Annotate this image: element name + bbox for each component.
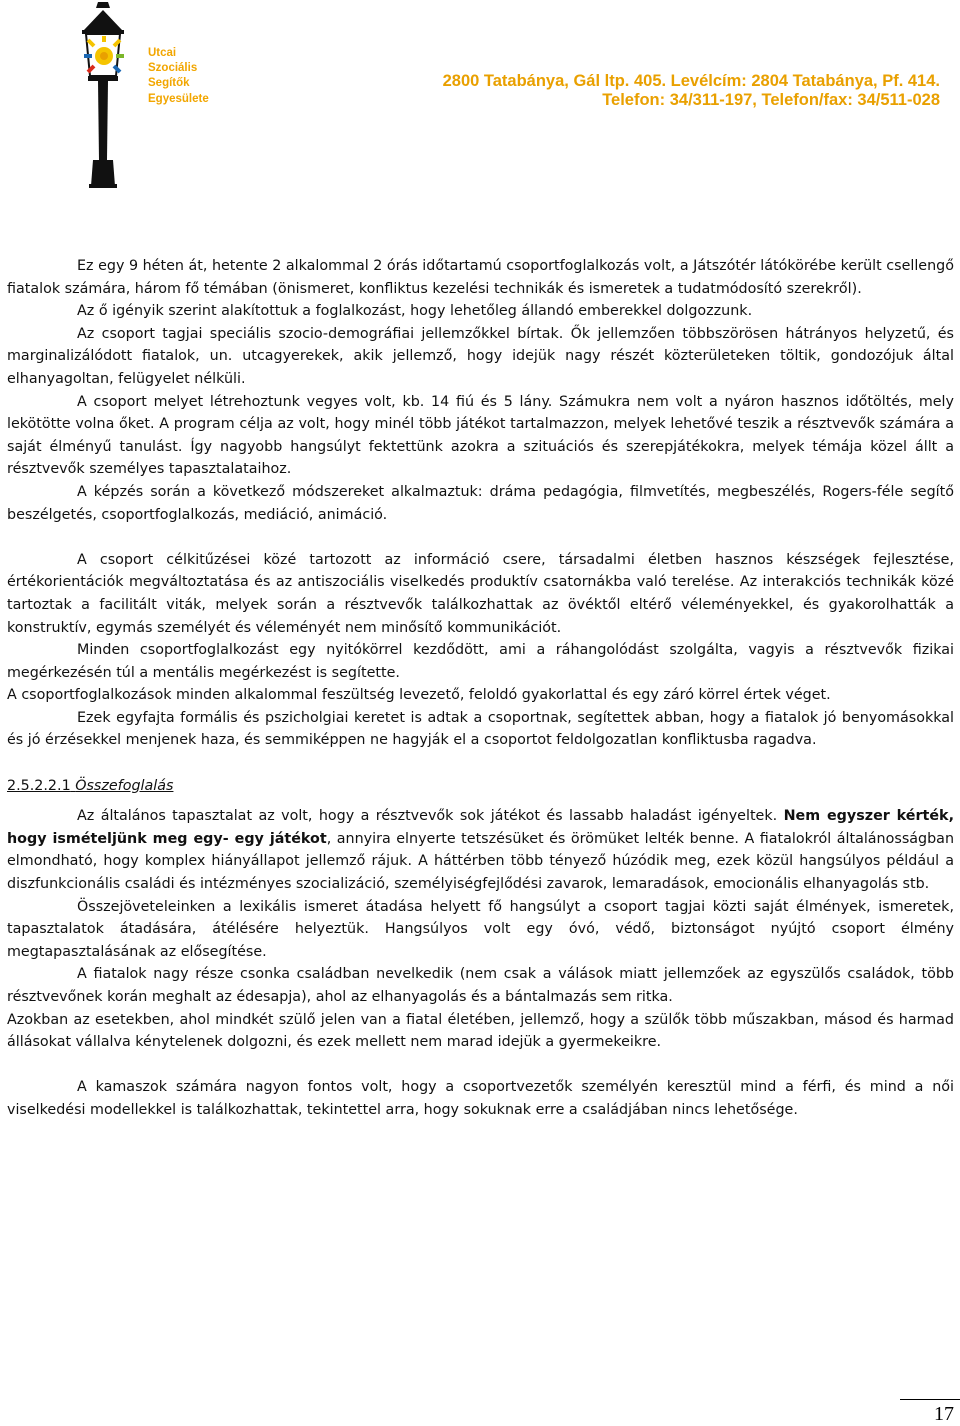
organization-name	[148, 46, 228, 107]
paragraph: Minden csoportfoglalkozást egy nyitókörrel kezdődött, ami a ráhangolódást szolgálta, vagyis a résztvevők fizikai megérkezésén túl a mentális megérkezést is segítette.	[7, 642, 954, 681]
document-body	[7, 255, 954, 1122]
letterhead	[0, 0, 960, 190]
footer-rule	[900, 1399, 960, 1400]
org-name-line: Segítők	[148, 77, 190, 90]
paragraph: Összejöveteleinken a lexikális ismeret átadása helyett fő hangsúlyt a csoport tagjai közti saját élmények, ismeretek, tapasztalatok átadására, átélésére helyeztük. Hangsúlyos volt egy óvó, védő, biztonságot nyújtó csoport élmény megtapasztalásának az elősegítése.	[7, 898, 954, 960]
paragraph: A kamaszok számára nagyon fontos volt, hogy a csoportvezetők személyén keresztül mind a férfi, és mind a női viselkedési modellekkel is találkozhattak, tekintettel arra, hogy sokuknak erre a családjában nincs lehetősége.	[7, 1079, 954, 1118]
paragraph-text: Az általános tapasztalat az volt, hogy a résztvevők sok játékot és lassabb haladást igényeltek.	[77, 808, 778, 825]
paragraph: Az ő igényik szerint alakítottuk a foglalkozást, hogy lehetőleg állandó emberekkel dolgozzunk.	[77, 303, 753, 320]
paragraph: Azokban az esetekben, ahol mindkét szülő jelen van a fiatal életében, jellemző, hogy a szülők több műszakban, másod és harmad állásokat vállalva kénytelenek dolgozni, és ezek mellett nem marad idejük a gyermekeikre.	[7, 1011, 954, 1051]
paragraph: Az csoport tagjai speciális szocio-demográfiai jellemzőkkel bírtak. Ők jellemzően többszörösen hátrányos helyzetű, és marginalizálódott fiatalok, un. utcagyerekek, akik jellemző, hogy idejük nagy részét közterületeken töltik, gondozójuk által elhanyagoltan, felügyelet nélküli.	[7, 325, 954, 387]
page-number: 17	[934, 1403, 954, 1425]
section-title: Összefoglalás	[75, 777, 174, 794]
paragraph: A csoport melyet létrehoztunk vegyes volt, kb. 14 fiú és 5 lány. Számukra nem volt a nyáron hasznos időtöltés, mely lekötötte volna őket. A program célja az volt, hogy minél több játékot tartalmazzon, melyek lehetővé teszik a résztvevők számára a saját élményű tanulást. Így nagyobb hangsúlyt fektettünk azokra a szituációs és szerepjátékokra, melyek témája közel állt a résztvevők személyes tapasztalataihoz.	[7, 393, 954, 478]
address-line: 2800 Tatabánya, Gál ltp. 405. Levélcím: 2804 Tatabánya, Pf. 414.	[442, 72, 940, 90]
contact-info	[443, 72, 940, 110]
org-name-line: Szociális	[148, 62, 198, 75]
paragraph: A képzés során a következő módszereket alkalmaztuk: dráma pedagógia, filmvetítés, megbeszélés, Rogers-féle segítő beszélgetés, csoportfoglalkozás, mediáció, animáció.	[7, 483, 954, 523]
org-name-line: Egyesülete	[148, 92, 209, 105]
paragraph: A csoport célkitűzései közé tartozott az információ csere, társadalmi életben hasznos készségek fejlesztése, értékorientációk megváltoztatása és az antiszociális viselkedés produktív csatornákba való terelése. Az interakciós technikák közé tartoztak a facilitált viták, melyek során a résztvevők találkozhattak az övéktől eltérő véleményekkel, és gyakorolhatták a konstruktív, egymás személyét és véleményét nem minősítő kommunikációt.	[7, 551, 954, 636]
bold-emphasis: Nem egyszer kérték, hogy ismételjünk meg egy- egy játékot	[7, 808, 954, 847]
paragraph: A csoportfoglalkozások minden alkalommal feszültség levezető, feloldó gyakorlattal és egy záró körrel értek véget.	[7, 687, 831, 704]
paragraph-text: , annyira elnyerte tetszésüket és örömüket lelték benne. A fiatalokról általánosságban elmondható, hogy komplex hiányállapot jellemző rájuk. A háttérben több tényező húzódik meg, ezek közül hangsúlyos például a diszfunkcionális családi és intézményes szocializáció, személyiségfejlődési zavarok, lemaradások, emocionális elhanyagolás stb.	[7, 830, 955, 893]
paragraph	[7, 805, 954, 895]
phone-line: Telefon: 34/311-197, Telefon/fax: 34/511-028	[602, 91, 940, 109]
paragraph: Ez egy 9 héten át, hetente 2 alkalommal 2 órás időtartamú csoportfoglalkozás volt, a Játszótér látókörébe került csellengő fiatalok számára, három fő témában (önismeret, konfliktus kezelési technikák és ismeretek a tudatmódosító szerekről).	[7, 258, 954, 297]
section-number: 2.5.2.2.1	[7, 777, 71, 794]
section-heading	[7, 775, 954, 798]
paragraph: Ezek egyfajta formális és pszicholgiai keretet is adtak a csoportnak, segítettek abban, hogy a fiatalok jó benyomásokkal és jó érzésekkel menjenek haza, és semmiképpen ne hagyják el a csoportot feldolgozatlan konfliktusba ragadva.	[7, 709, 954, 749]
paragraph: A fiatalok nagy része csonka családban nevelkedik (nem csak a válások miatt jellemzőek az egyszülős családok, több résztvevőnek korán meghalt az édesapja), ahol az elhanyagolás és a bántalmazás sem ritka.	[7, 966, 954, 1005]
street-lamp-logo-icon	[60, 0, 150, 190]
org-name-line: Utcai	[148, 47, 177, 59]
